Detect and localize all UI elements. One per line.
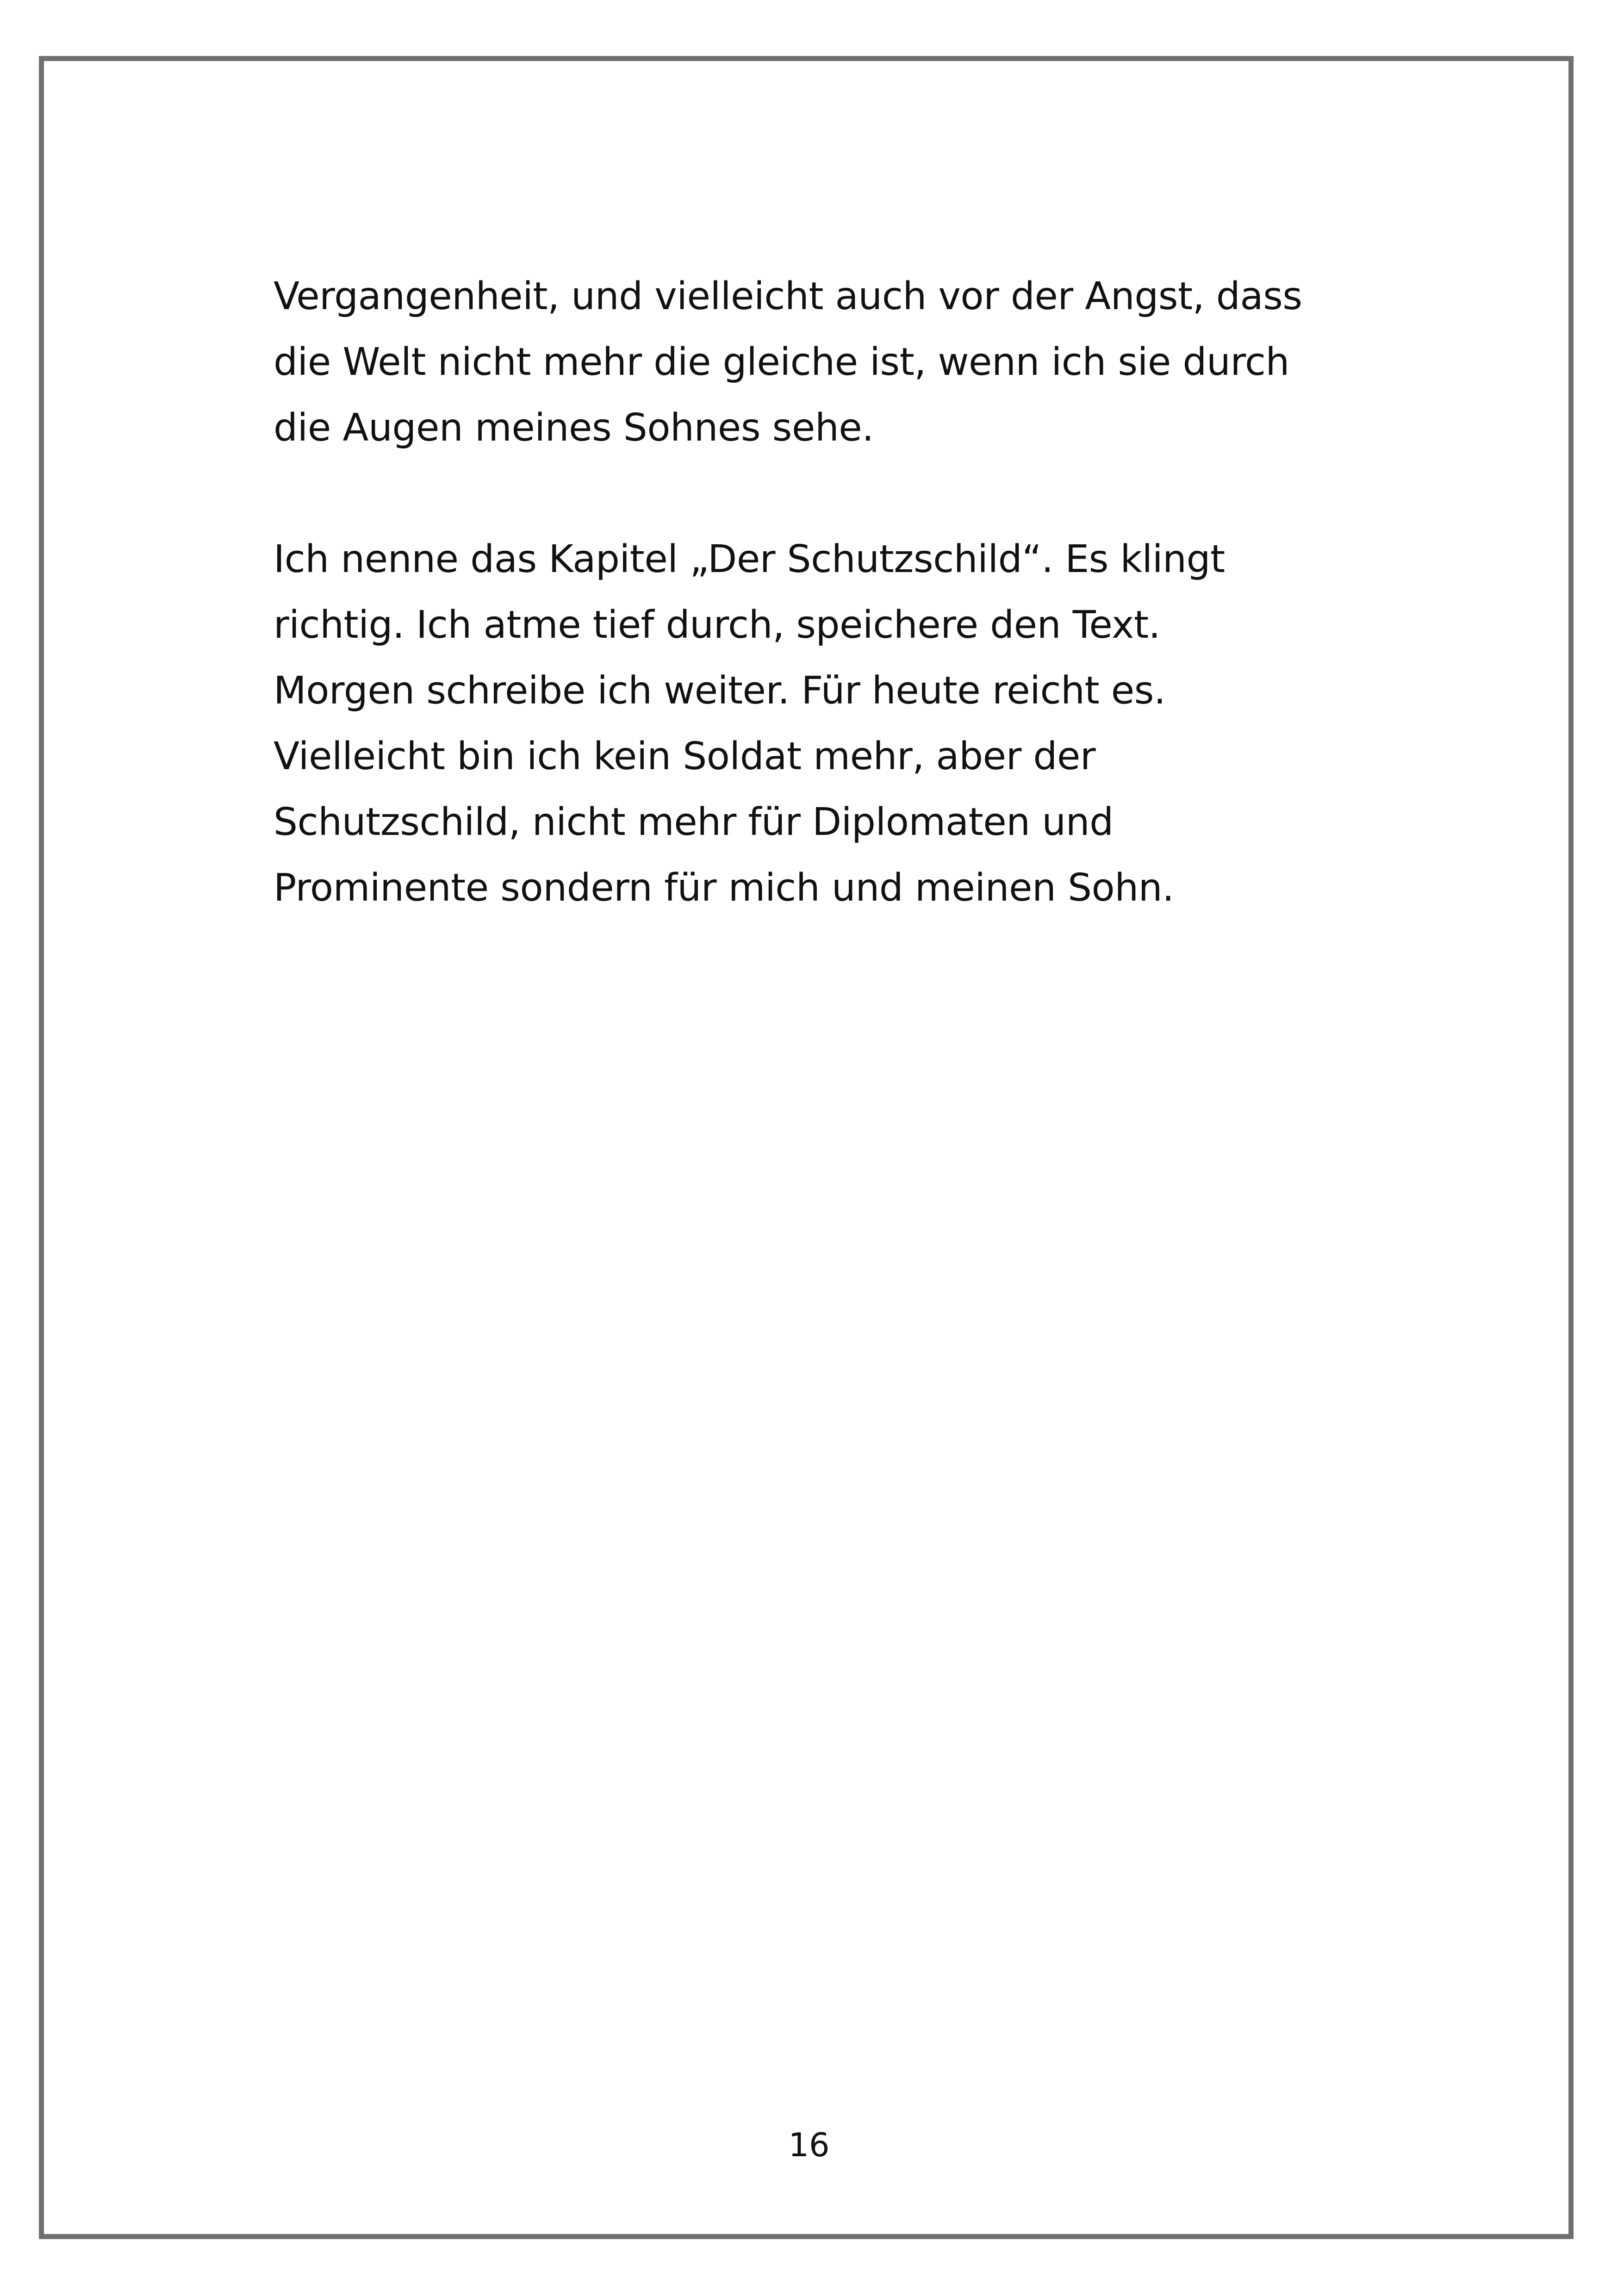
- paragraph-spacer: [274, 461, 1394, 527]
- text-line: Schutzschild, nicht mehr für Diplomaten und: [274, 800, 1114, 844]
- text-line: Morgen schreibe ich weiter. Für heute reicht es.: [274, 669, 1166, 713]
- text-line: die Augen meines Sohnes sehe.: [274, 406, 874, 450]
- text-line: Vergangenheit, und vielleicht auch vor der Angst, dass: [274, 274, 1302, 318]
- text-line: die Welt nicht mehr die gleiche ist, wenn ich sie durch: [274, 340, 1289, 384]
- text-line: Vielleicht bin ich kein Soldat mehr, aber der: [274, 734, 1096, 778]
- body-text: [274, 264, 1394, 921]
- page-number: 16: [788, 2126, 830, 2164]
- paragraph-1: [274, 264, 1394, 461]
- text-line: Prominente sondern für mich und meinen Sohn.: [274, 866, 1174, 910]
- text-line: richtig. Ich atme tief durch, speichere den Text.: [274, 603, 1161, 647]
- paragraph-2: [274, 527, 1394, 921]
- text-line: Ich nenne das Kapitel „Der Schutzschild“. Es klingt: [274, 537, 1225, 581]
